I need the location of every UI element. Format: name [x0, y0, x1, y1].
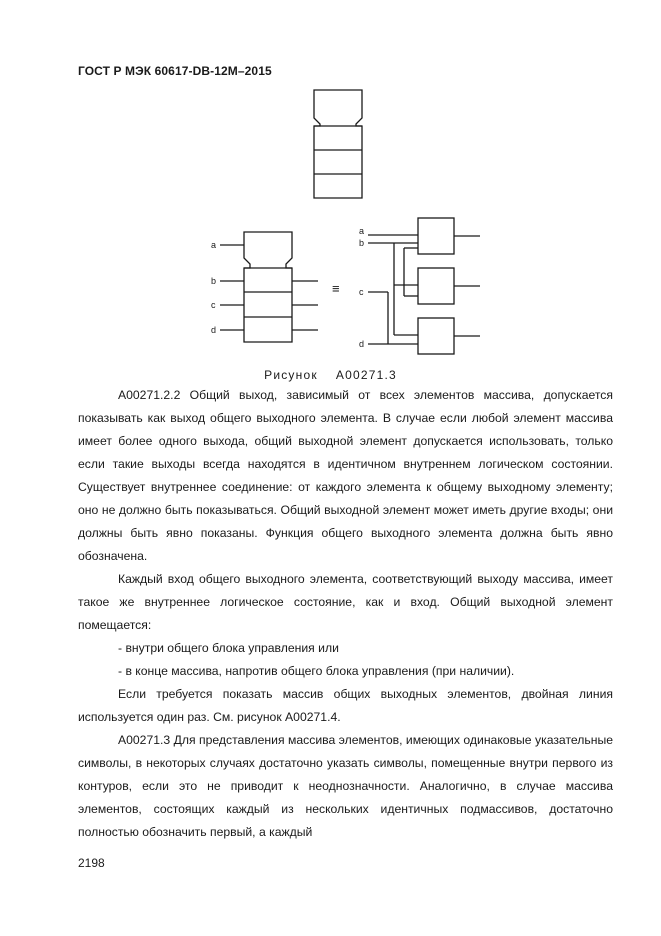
figure-a00271-3	[0, 0, 661, 380]
left-label-d: d	[211, 325, 217, 335]
left-label-c: c	[211, 300, 216, 310]
right-label-d: d	[359, 339, 365, 349]
right-element-3	[418, 318, 454, 354]
paragraph: A00271.3 Для представления массива элементов, имеющих одинаковые указательные символы, в некоторых случаях достаточно указать символы, помещенные внутри первого из контуров, если это не приводит к неоднозначности. Аналогично, в случае массива элементов, состоящих каждый из нескольких идентичных подмассивов, достаточно полностью обозначить первый, а каждый	[78, 733, 613, 839]
list-item: - внутри общего блока управления или	[118, 641, 339, 655]
body-text	[78, 384, 613, 844]
right-element-2	[418, 268, 454, 304]
right-label-b: b	[359, 238, 365, 248]
right-label-a: a	[359, 226, 365, 236]
paragraph: A00271.2.2 Общий выход, зависимый от всех элементов массива, допускается показывать как выход общего выходного элемента. В случае если любой элемент массива имеет более одного выхода, общий выходной элемент допускается использовать, только если такие выходы всегда находятся в идентичном внутреннем логическом состоянии. Существует внутреннее соединение: от каждого элемента к общему выходному элементу; оно не должно быть показываться. Общий выходной элемент может иметь другие входы; они должны быть явно показаны. Функция общего выходного элемента должна быть явно обозначена.	[78, 388, 613, 563]
list-item: - в конце массива, напротив общего блока управления (при наличии).	[118, 664, 515, 678]
left-label-a: a	[211, 240, 217, 250]
right-element-1	[418, 218, 454, 254]
paragraph: Если требуется показать массив общих выходных элементов, двойная линия используется один раз. См. рисунок A00271.4.	[78, 687, 613, 724]
left-label-b: b	[211, 276, 217, 286]
figure-caption: Рисунок A00271.3	[264, 368, 397, 382]
document-header: ГОСТ Р МЭК 60617-DB-12M–2015	[78, 64, 272, 78]
paragraph: Каждый вход общего выходного элемента, соответствующий выходу массива, имеет такое же внутреннее логическое состояние, как и вход. Общий выходной элемент помещается:	[78, 572, 613, 632]
left-control-block	[244, 232, 292, 342]
top-control-block	[314, 90, 362, 198]
equivalence-symbol: ≡	[332, 281, 340, 296]
page-number: 2198	[78, 856, 105, 870]
right-label-c: c	[359, 287, 364, 297]
